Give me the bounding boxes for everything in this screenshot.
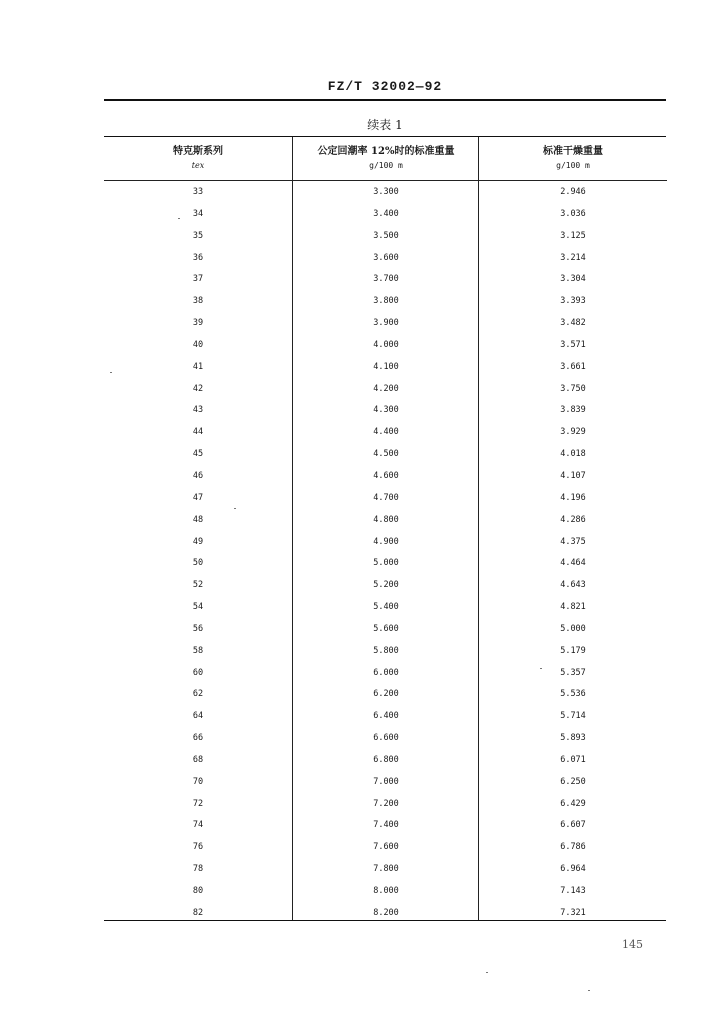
table-cell: 6.600 [373,733,399,744]
table-cell: 49 [192,536,204,547]
table-cell: 3.393 [560,296,586,307]
table-cell: 3.750 [560,383,586,394]
scan-speck [178,218,180,219]
table-cell: 4.375 [560,536,586,547]
table-cell: 7.400 [373,820,399,831]
table-cell: 5.357 [560,667,586,678]
table-cell: 3.304 [560,274,586,285]
scan-speck [540,668,542,669]
table-cell: 36 [192,252,204,263]
table-cell: 5.179 [560,645,586,656]
table-cell: 39 [192,318,204,329]
table-cell: 3.700 [373,274,399,285]
table-cell: 3.661 [560,361,586,372]
table-cell: 7.800 [373,864,399,875]
table-cell: 4.107 [560,470,586,481]
table-cell: 4.643 [560,580,586,591]
page-number: 145 [622,938,643,951]
table-cell: 4.196 [560,492,586,503]
table-cell: 56 [192,623,204,634]
column-cells [104,181,292,925]
table-cell: 4.600 [373,470,399,481]
table-cell: 45 [192,449,204,460]
table-cell: 74 [192,820,204,831]
table-cell: 5.800 [373,645,399,656]
column-header [293,137,479,181]
table-cell: 4.200 [373,383,399,394]
column-unit: g/100 m [556,161,590,170]
table-cell: 76 [192,842,204,853]
table-cell: 5.536 [560,689,586,700]
table-cell: 4.100 [373,361,399,372]
table-cell: 66 [192,733,204,744]
table-cell: 5.000 [560,623,586,634]
table-cell: 78 [192,864,204,875]
table-cell: 5.893 [560,733,586,744]
header-rule [104,99,666,101]
table-cell: 72 [192,798,204,809]
table-cell: 41 [192,361,204,372]
table-cell: 35 [192,230,204,241]
table-cell: 7.200 [373,798,399,809]
table-cell: 4.500 [373,449,399,460]
table-cell: 40 [192,339,204,350]
table-cell: 3.400 [373,208,399,219]
column-dry-weight [478,137,667,920]
table-cell: 43 [192,405,204,416]
table-cell: 6.400 [373,711,399,722]
column-title: 标准干燥重量 [543,146,603,157]
table-cell: 3.125 [560,230,586,241]
table-cell: 7.143 [560,886,586,896]
table-cell: 3.800 [373,296,399,307]
table-cell: 33 [192,187,204,197]
table-cell: 44 [192,427,204,438]
table-cell: 7.600 [373,842,399,853]
table-cell: 4.286 [560,514,586,525]
table-cell: 6.786 [560,842,586,853]
table-cell: 4.464 [560,558,586,569]
table-cell: 46 [192,470,204,481]
column-header [479,137,667,181]
table-cell: 38 [192,296,204,307]
table-cell: 64 [192,711,204,722]
table-cell: 3.839 [560,405,586,416]
table-cell: 6.250 [560,776,586,787]
table-cell: 4.821 [560,602,586,613]
table-cell: 62 [192,689,204,700]
table-cell: 3.500 [373,230,399,241]
table-cell: 4.800 [373,514,399,525]
table-cell: 70 [192,776,204,787]
column-standard-weight [292,137,479,920]
table-cell: 82 [192,907,204,918]
table-cell: 37 [192,274,204,285]
data-table [104,136,666,921]
table-cell: 3.482 [560,318,586,329]
table-cell: 3.036 [560,208,586,219]
table-cell: 7.000 [373,776,399,787]
table-cell: 48 [192,514,204,525]
table-cell: 3.600 [373,252,399,263]
table-cell: 7.321 [560,907,586,918]
table-cell: 54 [192,602,204,613]
table-cell: 2.946 [560,187,586,197]
table-cell: 8.200 [373,907,399,918]
table-cell: 3.571 [560,339,586,350]
table-cell: 3.300 [373,187,399,197]
column-header [104,137,292,181]
table-cell: 52 [192,580,204,591]
table-cell: 5.600 [373,623,399,634]
table-cell: 3.929 [560,427,586,438]
scan-speck [486,972,488,973]
table-cell: 42 [192,383,204,394]
table-cell: 47 [192,492,204,503]
scan-speck [110,372,112,373]
table-cell: 6.964 [560,864,586,875]
table-cell: 60 [192,667,204,678]
document-code: FZ/T 32002—92 [327,79,443,94]
column-unit: tex [191,161,205,170]
table-cell: 5.714 [560,711,586,722]
table-cell: 80 [192,886,204,896]
table-cell: 6.071 [560,754,586,765]
table-cell: 50 [192,558,204,569]
table-cell: 5.000 [373,558,399,569]
table-cell: 6.000 [373,667,399,678]
table-cell: 4.700 [373,492,399,503]
column-cells [479,181,667,925]
table-cell: 4.900 [373,536,399,547]
table-cell: 58 [192,645,204,656]
table-cell: 6.429 [560,798,586,809]
table-cell: 5.400 [373,602,399,613]
table-cell: 3.900 [373,318,399,329]
table-cell: 4.000 [373,339,399,350]
column-tex [104,137,292,920]
table-cell: 4.400 [373,427,399,438]
table-cell: 4.018 [560,449,586,460]
table-cell: 6.607 [560,820,586,831]
table-cell: 68 [192,754,204,765]
column-title: 特克斯系列 [173,146,223,157]
table-cell: 3.214 [560,252,586,263]
table-cell: 34 [192,208,204,219]
table-cell: 8.000 [373,886,399,896]
table-cell: 6.200 [373,689,399,700]
column-title: 公定回潮率 12%时的标准重量 [317,146,455,157]
scan-speck [234,508,236,509]
scan-speck [588,990,590,991]
table-cell: 4.300 [373,405,399,416]
table-caption: 续表 1 [367,118,403,132]
column-unit: g/100 m [369,161,403,170]
table-cell: 6.800 [373,754,399,765]
table-cell: 5.200 [373,580,399,591]
column-cells [293,181,479,925]
